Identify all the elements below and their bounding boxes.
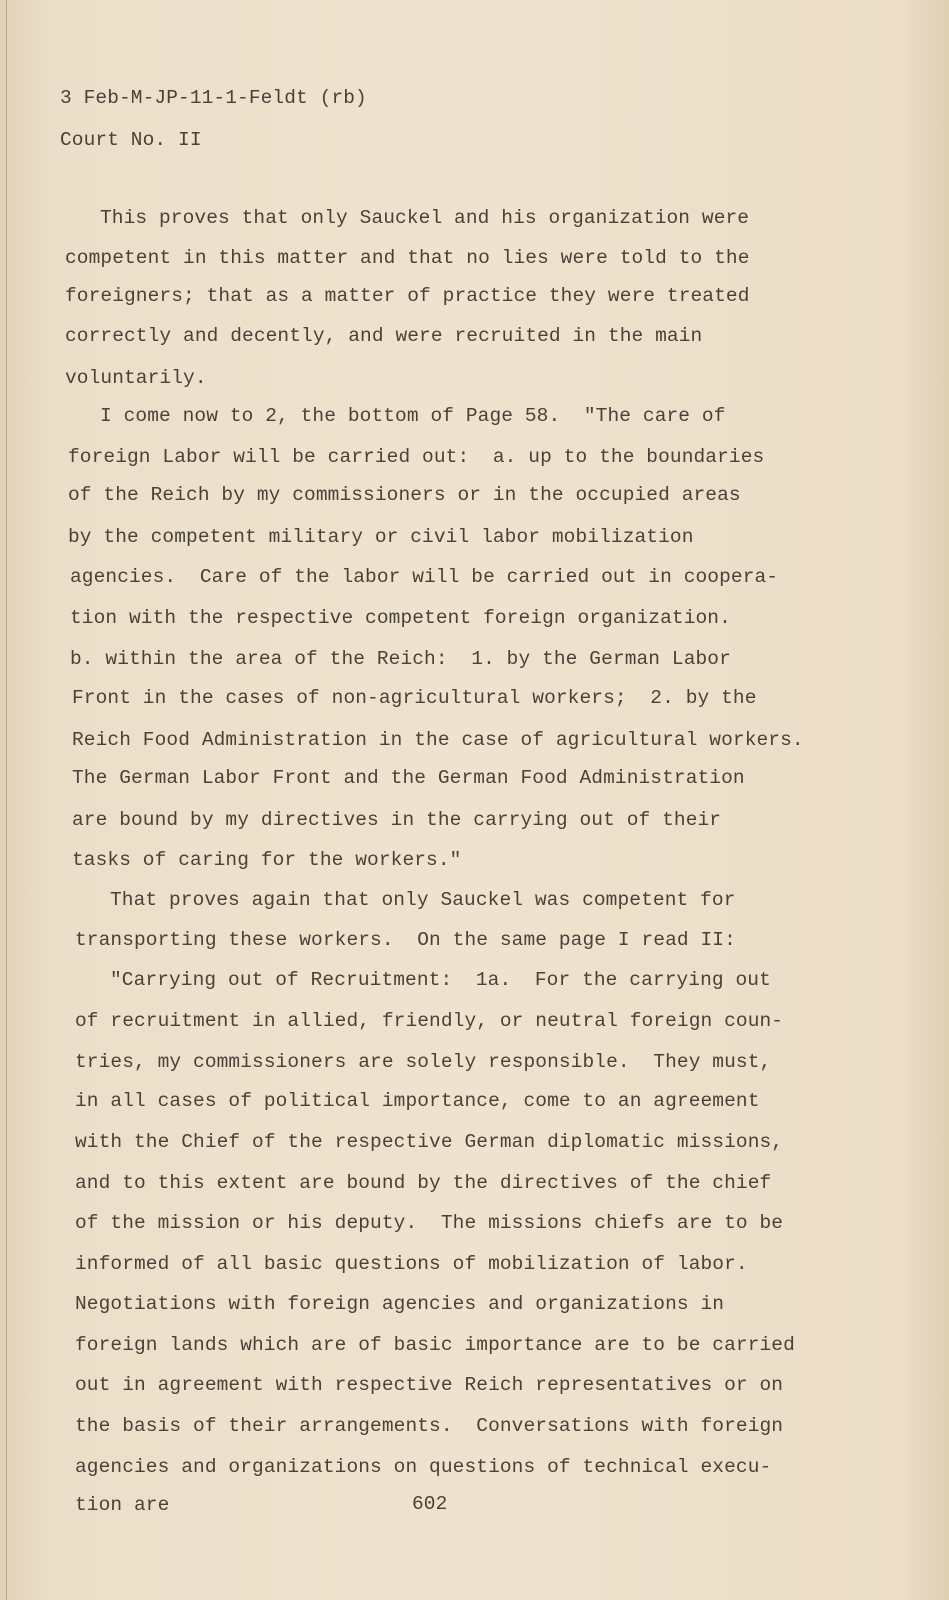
text-line: agencies and organizations on questions of technical execu- xyxy=(75,1456,772,1478)
text-line: voluntarily. xyxy=(65,367,207,389)
court-label: Court No. II xyxy=(60,129,202,151)
text-line: competent in this matter and that no lies were told to the xyxy=(65,247,750,269)
text-line: "Carrying out of Recruitment: 1a. For the carrying out xyxy=(110,969,771,991)
text-line: foreign Labor will be carried out: a. up to the boundaries xyxy=(68,446,765,468)
text-line: That proves again that only Sauckel was competent for xyxy=(110,889,736,911)
text-line: Reich Food Administration in the case of agricultural workers. xyxy=(72,729,804,751)
text-line: of the Reich by my commissioners or in the occupied areas xyxy=(68,484,741,506)
text-line: I come now to 2, the bottom of Page 58. "The care of xyxy=(100,405,726,427)
text-line: tasks of caring for the workers." xyxy=(72,849,462,871)
text-line: of the mission or his deputy. The missions chiefs are to be xyxy=(75,1212,784,1234)
text-line: Negotiations with foreign agencies and organizations in xyxy=(75,1293,725,1315)
text-line: and to this extent are bound by the directives of the chief xyxy=(75,1172,772,1194)
text-line: informed of all basic questions of mobilization of labor. xyxy=(75,1253,748,1275)
text-line: The German Labor Front and the German Food Administration xyxy=(72,767,745,789)
document-code: 3 Feb-M-JP-11-1-Feldt (rb) xyxy=(60,87,367,109)
text-line: of recruitment in allied, friendly, or neutral foreign coun- xyxy=(75,1010,784,1032)
page-number: 602 xyxy=(412,1493,448,1515)
page-edge-line xyxy=(6,0,7,1600)
text-line: b. within the area of the Reich: 1. by the German Labor xyxy=(70,648,731,670)
text-line: Front in the cases of non-agricultural workers; 2. by the xyxy=(72,687,757,709)
text-line: by the competent military or civil labor mobilization xyxy=(68,526,694,548)
text-line: in all cases of political importance, come to an agreement xyxy=(75,1090,760,1112)
text-line: agencies. Care of the labor will be carried out in coopera- xyxy=(70,566,779,588)
text-line: transporting these workers. On the same page I read II: xyxy=(75,929,736,951)
text-line: with the Chief of the respective German diplomatic missions, xyxy=(75,1131,784,1153)
text-line: are bound by my directives in the carrying out of their xyxy=(72,809,722,831)
text-line: tion with the respective competent foreign organization. xyxy=(70,607,731,629)
text-line: tion are xyxy=(75,1494,170,1516)
text-line: correctly and decently, and were recruited in the main xyxy=(65,325,703,347)
text-line: This proves that only Sauckel and his organization were xyxy=(100,207,750,229)
text-line: foreigners; that as a matter of practice they were treated xyxy=(65,285,750,307)
text-line: out in agreement with respective Reich representatives or on xyxy=(75,1374,784,1396)
text-line: tries, my commissioners are solely responsible. They must, xyxy=(75,1051,772,1073)
text-line: foreign lands which are of basic importance are to be carried xyxy=(75,1334,795,1356)
text-line: the basis of their arrangements. Conversations with foreign xyxy=(75,1415,784,1437)
